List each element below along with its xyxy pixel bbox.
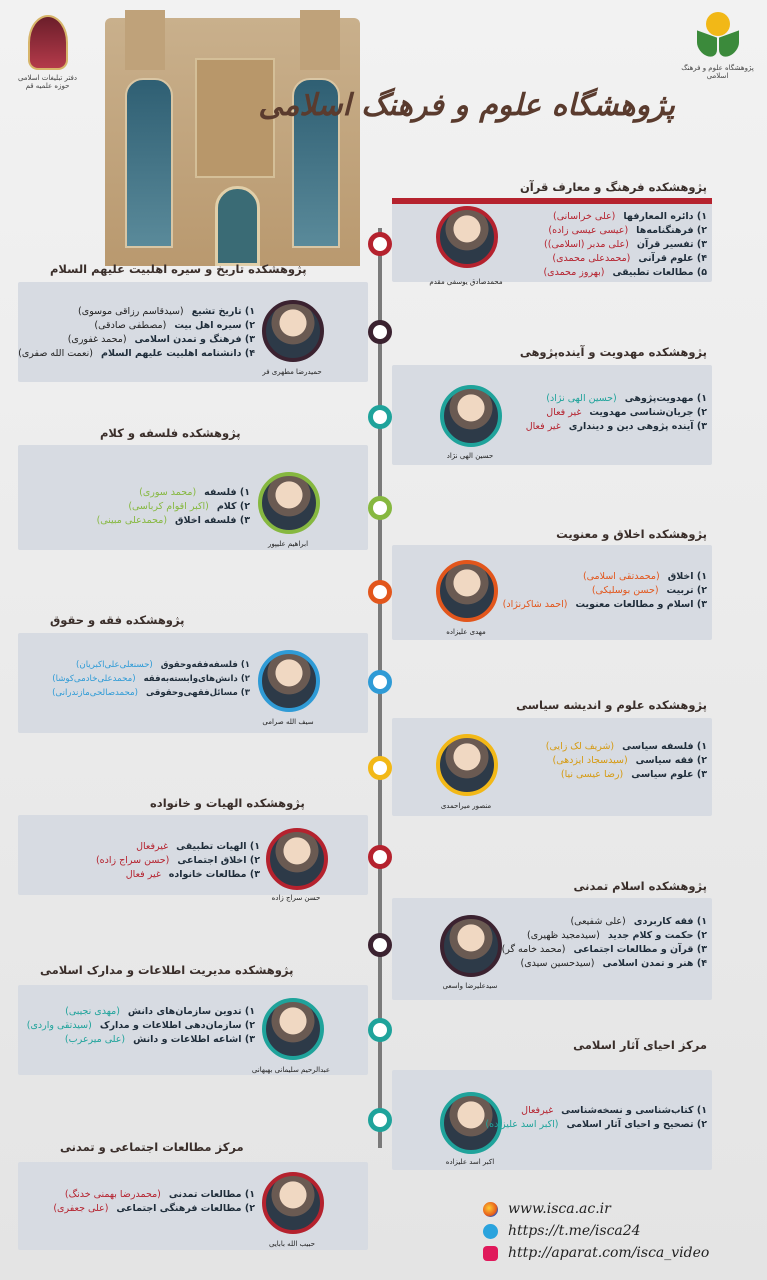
firefox-icon: [483, 1202, 498, 1217]
logo-left-caption: دفتر تبلیغات اسلامی حوزه علمیه قم: [17, 74, 78, 90]
list-item: ۱) مطالعات تمدنی (محمدرضا بهمنی خدنگ): [64, 1189, 255, 1200]
section-rows: [517, 210, 707, 280]
list-item: ۳) فلسفه اخلاق (محمدعلی مبینی): [96, 515, 250, 526]
list-item: ۴) دانشنامه اهلبیت علیهم السلام (نعمت الله صفری): [18, 348, 255, 359]
list-item: ۱) فلسفه سیاسی (شریف لک زایی): [545, 741, 707, 752]
telegram-icon: [483, 1224, 498, 1239]
list-item: ۳) آینده پژوهی دین و دینداری غیر فعال: [525, 421, 707, 432]
isca-logo-icon: [697, 12, 739, 60]
portrait-name: ابراهیم علیپور: [267, 540, 309, 548]
list-item: ۳) فرهنگ و تمدن اسلامی (محمد غفوری): [67, 334, 255, 345]
portrait: [262, 300, 324, 362]
list-item: ۱) تدوین سازمان‌های دانش (مهدی نجیبی): [65, 1006, 255, 1017]
portrait: [436, 560, 498, 622]
list-item: ۲) فرهنگنامه‌ها (عیسی عیسی زاده): [548, 225, 707, 236]
timeline-dot: [368, 670, 392, 694]
list-item: ۴) علوم قرآنی (محمدعلی محمدی): [552, 253, 707, 264]
portrait: [440, 915, 502, 977]
list-item: ۲) دانش‌های‌وابسته‌به‌فقه (محمدعلی‌خادمی‌کوشا): [52, 674, 250, 684]
list-item: ۱) فلسفه‌فقه‌وحقوق (حسنعلی‌علی‌اکبریان): [76, 660, 250, 670]
portrait-name: سیدعلیرضا واسعی: [442, 982, 498, 990]
portrait-name: حبیب الله بابایی: [269, 1240, 315, 1248]
list-item: ۳) اسلام و مطالعات معنویت (احمد شاکرنژاد): [502, 599, 707, 610]
list-item: ۲) سیره اهل بیت (مصطفی صادقی): [94, 320, 255, 331]
website-link[interactable]: www.isca.ac.ir: [483, 1198, 709, 1220]
tablighat-logo-icon: [28, 15, 68, 70]
page-title: پژوهشگاه علوم و فرهنگ اسلامی: [258, 88, 675, 123]
list-item: ۴) هنر و تمدن اسلامی (سیدحسین سیدی): [520, 958, 707, 969]
list-item: ۲) جریان‌شناسی مهدویت غیر فعال: [546, 407, 707, 418]
list-item: ۲) حکمت و کلام جدید (سیدمجید ظهیری): [527, 930, 707, 941]
section-title: پژوهشکده فقه و حقوق: [50, 613, 185, 627]
portrait-name: حمیدرضا مطهری فر: [262, 368, 322, 376]
list-item: ۲) تربیت (حسن بوسلیکی): [591, 585, 707, 596]
list-item: ۳) قرآن و مطالعات اجتماعی (محمد خامه گر): [501, 944, 707, 955]
portrait-name: حسین الهی نژاد: [446, 452, 494, 460]
list-item: ۲) سازمان‌دهی اطلاعات و مدارک (سیدتقی واردی): [26, 1020, 255, 1031]
timeline-dot: [368, 933, 392, 957]
list-item: ۱) فلسفه (محمد سوری): [139, 487, 250, 498]
list-item: ۵) مطالعات تطبیقی (بهروز محمدی): [543, 267, 707, 278]
portrait-name: مهدی علیزاده: [446, 628, 486, 636]
section-title: پژوهشکده فلسفه و کلام: [100, 426, 241, 440]
timeline-dot: [368, 320, 392, 344]
list-item: ۱) تاریخ تشیع (سیدقاسم رزاقی موسوی): [78, 306, 255, 317]
section-rows: [502, 570, 707, 612]
building-gate: [215, 186, 260, 266]
section-title: پژوهشکده علوم و اندیشه سیاسی: [516, 698, 707, 712]
portrait: [262, 1172, 324, 1234]
section-rows: [507, 740, 707, 782]
list-item: ۱) کتاب‌شناسی و نسخه‌شناسی غیرفعال: [521, 1105, 707, 1116]
section-title: پژوهشکده تاریخ و سیره اهلبیت علیهم السلام: [50, 262, 307, 276]
logo-left: [15, 15, 80, 90]
portrait-name: سیف الله صرامی: [262, 718, 314, 726]
section-rows: [96, 486, 250, 528]
section-rows: [40, 1188, 255, 1216]
list-item: ۱) اخلاق (محمدتقی اسلامی): [582, 571, 707, 582]
list-item: ۲) کلام (اکبر اقوام کرباسی): [128, 501, 250, 512]
section-title: مرکز احیای آثار اسلامی: [573, 1038, 707, 1052]
section-rows: [485, 1104, 707, 1132]
list-item: ۱) مهدویت‌پژوهی (حسین الهی نژاد): [546, 393, 707, 404]
portrait: [266, 828, 328, 890]
section-title: پژوهشکده مهدویت و آینده‌پژوهی: [519, 345, 707, 359]
list-item: ۲) مطالعات فرهنگی اجتماعی (علی جعفری): [53, 1203, 255, 1214]
aparat-link[interactable]: http://aparat.com/isca_video: [483, 1242, 709, 1264]
list-item: ۱) فقه کاربردی (علی شفیعی): [570, 916, 707, 927]
timeline-dot: [368, 1018, 392, 1042]
section-rows: [501, 915, 707, 971]
timeline-dot: [368, 1108, 392, 1132]
list-item: ۳) مطالعات خانواده غیر فعال: [125, 869, 260, 880]
portrait-name: اکبر اسد علیزاده: [445, 1158, 495, 1166]
list-item: ۳) علوم سیاسی (رضا عیسی نیا): [560, 769, 707, 780]
logo-right-caption: پژوهشگاه علوم و فرهنگ اسلامی: [681, 64, 754, 80]
portrait: [258, 472, 320, 534]
section-rows: [30, 658, 250, 700]
portrait: [258, 650, 320, 712]
portrait: [440, 385, 502, 447]
timeline-dot: [368, 496, 392, 520]
building-illustration: [105, 18, 360, 266]
list-item: ۳) مسائل‌فقهی‌وحقوقی (محمدصالحی‌مازندرانی): [52, 688, 250, 698]
section-rows: [26, 1005, 255, 1047]
section-rows: [80, 840, 260, 882]
section-title: پژوهشکده اخلاق و معنویت: [556, 527, 707, 541]
list-item: ۲) فقه سیاسی (سیدسجاد ایزدهی): [552, 755, 707, 766]
timeline-dot: [368, 405, 392, 429]
timeline-line: [378, 228, 382, 1148]
timeline-dot: [368, 845, 392, 869]
aparat-icon: [483, 1246, 498, 1261]
building-tower-left: [125, 10, 165, 70]
list-item: ۱) الهیات تطبیقی غیرفعال: [136, 841, 260, 852]
timeline-dot: [368, 232, 392, 256]
portrait-name: منصور میراحمدی: [440, 802, 492, 810]
section-title: پژوهشکده الهیات و خانواده: [150, 796, 305, 810]
portrait: [262, 998, 324, 1060]
list-item: ۲) اخلاق اجتماعی (حسن سراج زاده): [95, 855, 260, 866]
section-title: مرکز مطالعات اجتماعی و تمدنی: [60, 1140, 244, 1154]
list-item: ۳) تفسیر قرآن (علی مدبر (اسلامی)): [544, 239, 707, 250]
telegram-link[interactable]: https://t.me/isca24: [483, 1220, 709, 1242]
list-item: ۲) تصحیح و احیای آثار اسلامی (اکبر اسد علیزاده): [485, 1119, 707, 1130]
footer-links: [483, 1198, 709, 1264]
list-item: ۳) اشاعه اطلاعات و دانش (علی میرعرب): [64, 1034, 255, 1045]
section-title: پژوهشکده مدیریت اطلاعات و مدارک اسلامی: [40, 963, 294, 977]
building-tower-right: [300, 10, 340, 70]
section-title: پژوهشکده اسلام تمدنی: [573, 879, 707, 893]
building-window: [125, 78, 173, 248]
portrait: [436, 734, 498, 796]
timeline-dot: [368, 756, 392, 780]
list-item: ۱) دائره المعارفها (علی خراسانی): [553, 211, 707, 222]
logo-right: [680, 12, 755, 80]
timeline-dot: [368, 580, 392, 604]
portrait: [436, 206, 498, 268]
section-rows: [18, 305, 255, 361]
portrait-name: محمدصادق یوسفی مقدم: [429, 278, 503, 286]
section-rows: [497, 392, 707, 434]
portrait-name: حسن سراج زاده: [271, 894, 321, 902]
section-title: پژوهشکده فرهنگ و معارف قرآن: [519, 180, 707, 194]
portrait-name: عبدالرحیم سلیمانی بهبهانی: [251, 1066, 331, 1074]
